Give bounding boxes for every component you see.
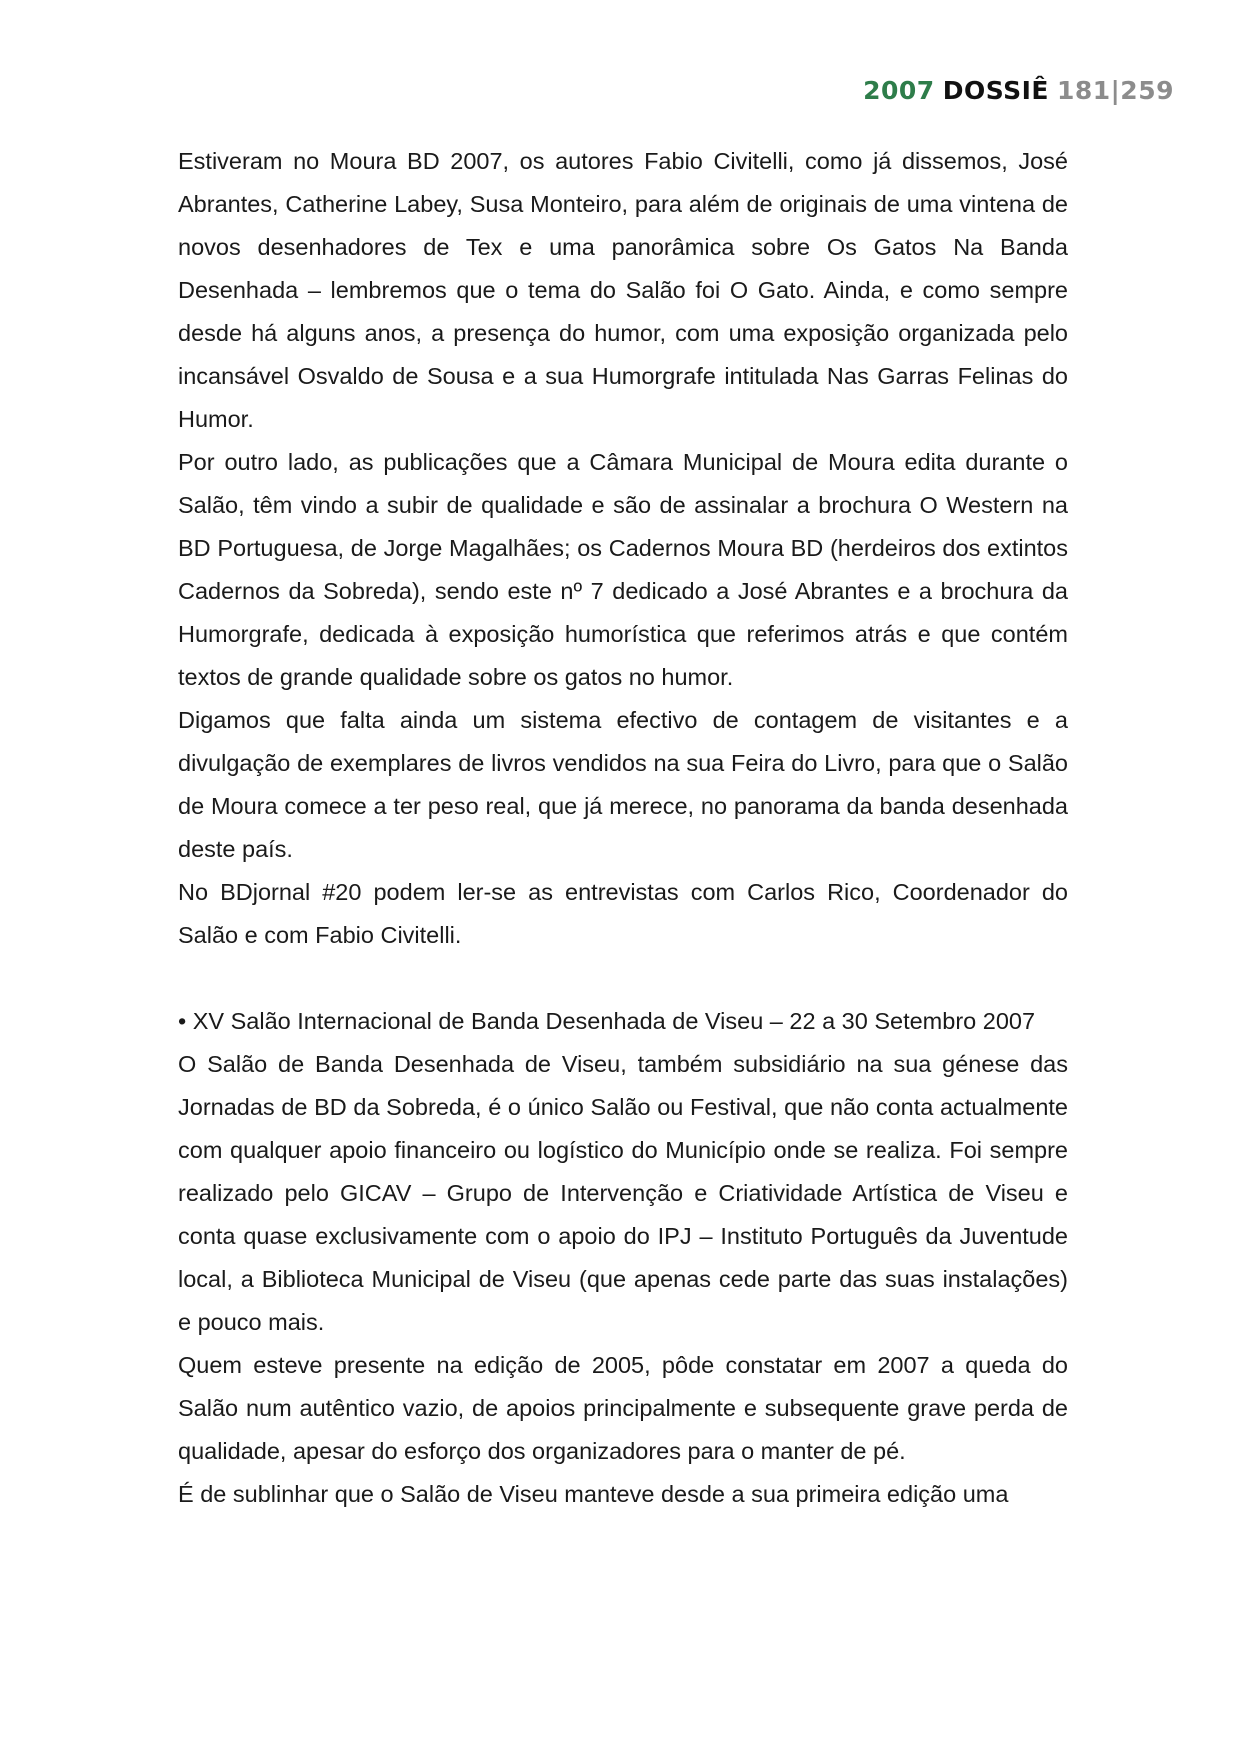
paragraph-viseu-continued: É de sublinhar que o Salão de Viseu manteve desde a sua primeira edição uma — [178, 1481, 1009, 1507]
paragraph-viseu-decline: Quem esteve presente na edição de 2005, pôde constatar em 2007 a queda do Salão num autêntico vazio, de apoios principalmente e subsequente grave perda de qualidade, apesar do esforço dos organizadores para o manter de pé. — [178, 1352, 1068, 1464]
paragraph-moura-visitors: Digamos que falta ainda um sistema efectivo de contagem de visitantes e a divulgação de exemplares de livros vendidos na sua Feira do Livro, para que o Salão de Moura comece a ter peso real, que já merece, no panorama da banda desenhada deste país. — [178, 707, 1068, 862]
paragraph-bdjornal-interviews: No BDjornal #20 podem ler-se as entrevistas com Carlos Rico, Coordenador do Salão e com Fabio Civitelli. — [178, 879, 1068, 948]
article-body — [178, 140, 1068, 1516]
header-year: 2007 — [863, 76, 935, 105]
paragraph-moura-authors: Estiveram no Moura BD 2007, os autores Fabio Civitelli, como já dissemos, José Abrantes, Catherine Labey, Susa Monteiro, para além de originais de uma vintena de novos desenhadores de Tex e uma panorâmica sobre Os Gatos Na Banda Desenhada – lembremos que o tema do Salão foi O Gato. Ainda, e como sempre desde há alguns anos, a presença do humor, com uma exposição organizada pelo incansável Osvaldo de Sousa e a sua Humorgrafe intitulada Nas Garras Felinas do Humor. — [178, 148, 1068, 432]
header-page-number: 181|259 — [1056, 76, 1174, 105]
section-heading-viseu: • XV Salão Internacional de Banda Desenhada de Viseu – 22 a 30 Setembro 2007 — [178, 1008, 1036, 1034]
paragraph-moura-publications: Por outro lado, as publicações que a Câmara Municipal de Moura edita durante o Salão, têm vindo a subir de qualidade e são de assinalar a brochura O Western na BD Portuguesa, de Jorge Magalhães; os Cadernos Moura BD (herdeiros dos extintos Cadernos da Sobreda), sendo este nº 7 dedicado a José Abrantes e a brochura da Humorgrafe, dedicada à exposição humorística que referimos atrás e que contém textos de grande qualidade sobre os gatos no humor. — [178, 449, 1068, 690]
page-header — [863, 76, 1174, 105]
header-section-title: DOSSIÊ — [942, 76, 1049, 105]
paragraph-viseu-intro: O Salão de Banda Desenhada de Viseu, também subsidiário na sua génese das Jornadas de BD da Sobreda, é o único Salão ou Festival, que não conta actualmente com qualquer apoio financeiro ou logístico do Município onde se realiza. Foi sempre realizado pelo GICAV – Grupo de Intervenção e Criatividade Artística de Viseu e conta quase exclusivamente com o apoio do IPJ – Instituto Português da Juventude local, a Biblioteca Municipal de Viseu (que apenas cede parte das suas instalações) e pouco mais. — [178, 1051, 1068, 1335]
